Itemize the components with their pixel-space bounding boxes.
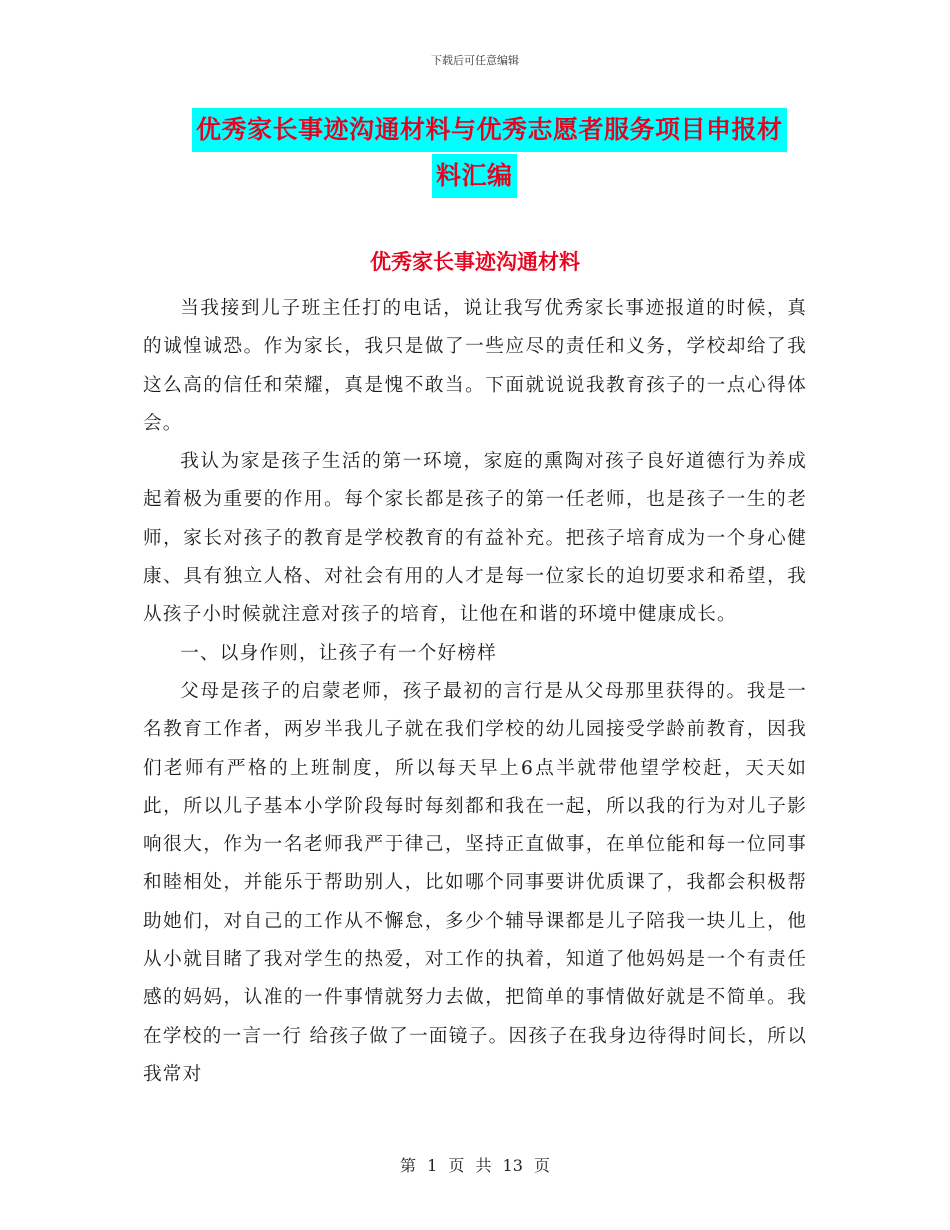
paragraph: 当我接到儿子班主任打的电话，说让我写优秀家长事迹报道的时候，真的诚惶诚恐。作为家长，我只是做了一些应尽的责任和义务，学校却给了我这么高的信任和荣耀，真是愧不敢当。下面就说说我教育孩子的一点心得体会。 (143, 298, 807, 434)
body-text (143, 290, 807, 1094)
page-number: 第 1 页 共 13 页 (400, 1156, 550, 1175)
document-title-line-2: 料汇编 (432, 154, 517, 198)
paragraph: 父母是孩子的启蒙老师，孩子最初的言行是从父母那里获得的。我是一名教育工作者，两岁半我儿子就在我们学校的幼儿园接受学龄前教育，因我们老师有严格的上班制度，所以每天早上6点半就带他望学校赶，天天如此，所以儿子基本小学阶段每时每刻都和我在一起，所以我的行为对儿子影响很大，作为一名老师我严于律己，坚持正直做事，在单位能和每一位同事和睦相处，并能乐于帮助别人，比如哪个同事要讲优质课了，我都会积极帮助她们，对自己的工作从不懈怠，多少个辅导课都是儿子陪我一块儿上，他从小就目睹了我对学生的热爱，对工作的执着，知道了他妈妈是一个有责任感的妈妈，认准的一件事情就努力去做，把简单的事情做好就是不简单。我在学校的一言一行 给孩子做了一面镜子。因孩子在我身边待得时间长，所以我常对 (143, 680, 807, 1085)
subheading: 一、以身作则，让孩子有一个好榜样 (180, 642, 497, 664)
paragraph: 我认为家是孩子生活的第一环境，家庭的熏陶对孩子良好道德行为养成起着极为重要的作用。每个家长都是孩子的第一任老师，也是孩子一生的老师，家长对孩子的教育是学校教育的有益补充。把孩子培育成为一个身心健康、具有独立人格、对社会有用的人才是每一位家长的迫切要求和希望，我从孩子小时候就注意对孩子的培育，让他在和谐的环境中健康成长。 (143, 451, 807, 626)
document-title-line-1: 优秀家长事迹沟通材料与优秀志愿者服务项目申报材 (192, 108, 787, 152)
section-title: 优秀家长事迹沟通材料 (370, 250, 580, 274)
header-note: 下载后可任意编辑 (431, 54, 519, 67)
